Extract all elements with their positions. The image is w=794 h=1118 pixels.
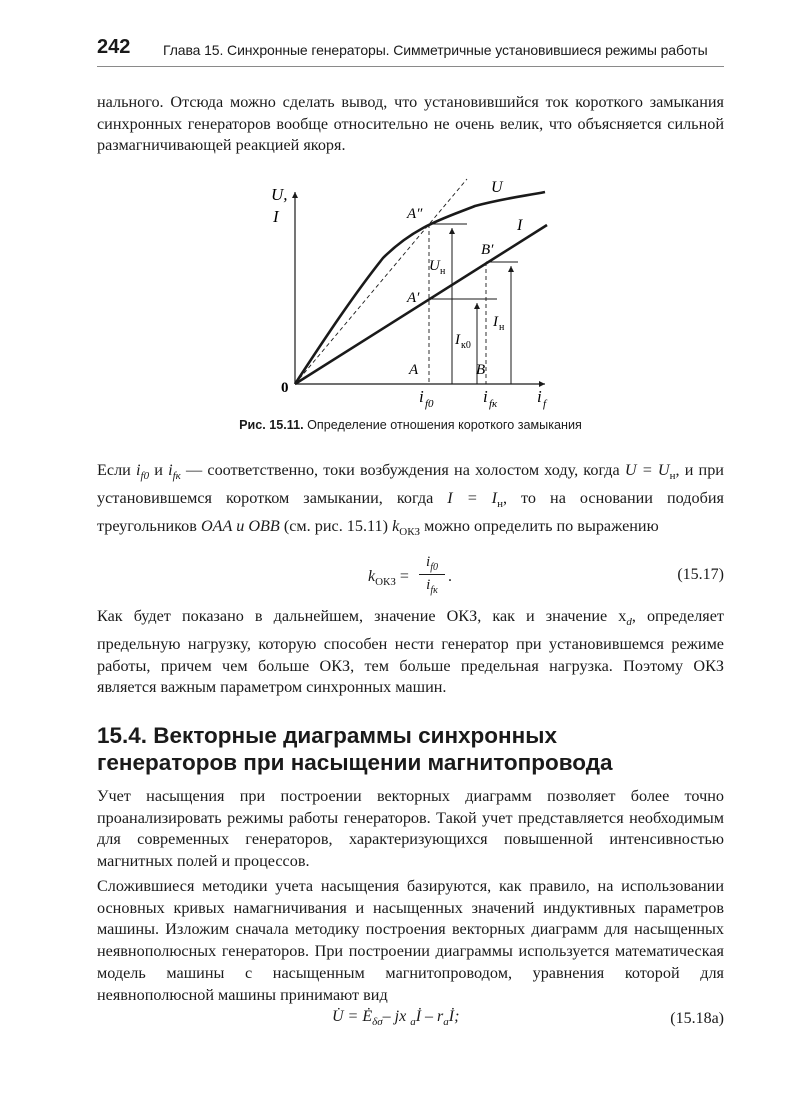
figure-caption [97, 418, 724, 432]
un-sub: н [440, 266, 446, 277]
figure-15-11 [255, 178, 575, 416]
equation-number-15-18a: (15.18a) [670, 1010, 724, 1027]
if0-tick-label: i [419, 387, 424, 406]
point-a-label: A [409, 362, 419, 378]
point-b-label: B [476, 362, 486, 378]
paragraph-1: нального. Отсюда можно сделать вывод, что установившийся ток короткого замыкания синхронных генераторов вообще относительно не очень велик, что объясняется сильной размагничивающей реакцией якоря. [97, 93, 724, 155]
point-a2-label: A″ [407, 206, 423, 222]
page-number: 242 [97, 36, 131, 58]
point-a1-label: A′ [407, 290, 420, 306]
section-title: 15.4. Векторные диаграммы синхронных генераторов при насыщении магнитопровода [97, 723, 613, 775]
curve-i-label: I [517, 217, 523, 234]
running-header [97, 36, 724, 67]
paragraph-2: Если $i_{f0}$ и $i_{fк}$ — соответственно, токи возбуждения на холостом ходу, когда $U = U_н$, и при установившемся коротком замыкании, когда $I = I_н$, то на основании подобия треугольников OAA и OBB (см. рис. 15.11) $k_{ОКЗ}$ можно определить по выражению [97, 461, 724, 539]
ik0-sub: к0 [461, 340, 471, 351]
running-title: Глава 15. Синхронные генераторы. Симметричные установившиеся режимы работы [163, 42, 708, 58]
y-axis-label: U, [271, 185, 288, 204]
if0-tick-sub: f0 [425, 398, 434, 410]
y-axis-label-2: I [273, 207, 279, 226]
paragraph-5: Сложившиеся методики учета насыщения базируются, как правило, на использовании основных кривых намагничивания и насыщенных значений индуктивных параметров машины. Изложим сначала методику построения векторных диаграмм для насыщенных неявнополюсных генераторов. При построении диаграммы используется математическая модель машины с насыщенным магнитопроводом, уравнения которой для неявнополюсной машины принимают вид [97, 877, 724, 1004]
caption-text: Определение отношения короткого замыкания [303, 418, 582, 432]
short-circuit-line [295, 225, 547, 384]
in-label: I [493, 314, 498, 330]
x-axis-label: i [537, 387, 542, 406]
air-gap-line [295, 179, 467, 384]
curve-u-label: U [491, 179, 503, 196]
point-b1-label: B′ [481, 242, 494, 258]
paragraph-3: Как будет показано в дальнейшем, значение ОКЗ, как и значение $x_d$, определяет предельную нагрузку, которую способен нести генератор при установившемся режиме работы, причем чем больше ОКЗ, тем больше предельная нагрузка. Поэтому ОКЗ является важным параметром синхронных машин. [97, 607, 724, 697]
paragraph-4: Учет насыщения при построении векторных диаграмм позволяет более точно проанализировать режимы работы генераторов. Такой учет представляется необходимым для современных генераторов, характеризующихся повышенной интенсивностью магнитных полей и процессов. [97, 787, 724, 871]
in-sub: н [499, 322, 505, 333]
caption-label: Рис. 15.11. [239, 418, 304, 432]
equation-15-18a: U̇ = $Ė_{\delta\sigma}-$ jx $_a$İ – $r_aİ$; [332, 1008, 460, 1029]
origin-label: 0 [281, 380, 289, 396]
equation-number-15-17: (15.17) [677, 566, 724, 583]
ifk-tick-sub: fк [489, 398, 498, 410]
ifk-tick-label: i [483, 387, 488, 406]
un-label: U [429, 258, 440, 274]
ik0-label: I [455, 332, 460, 348]
x-axis-sub: f [543, 398, 547, 410]
